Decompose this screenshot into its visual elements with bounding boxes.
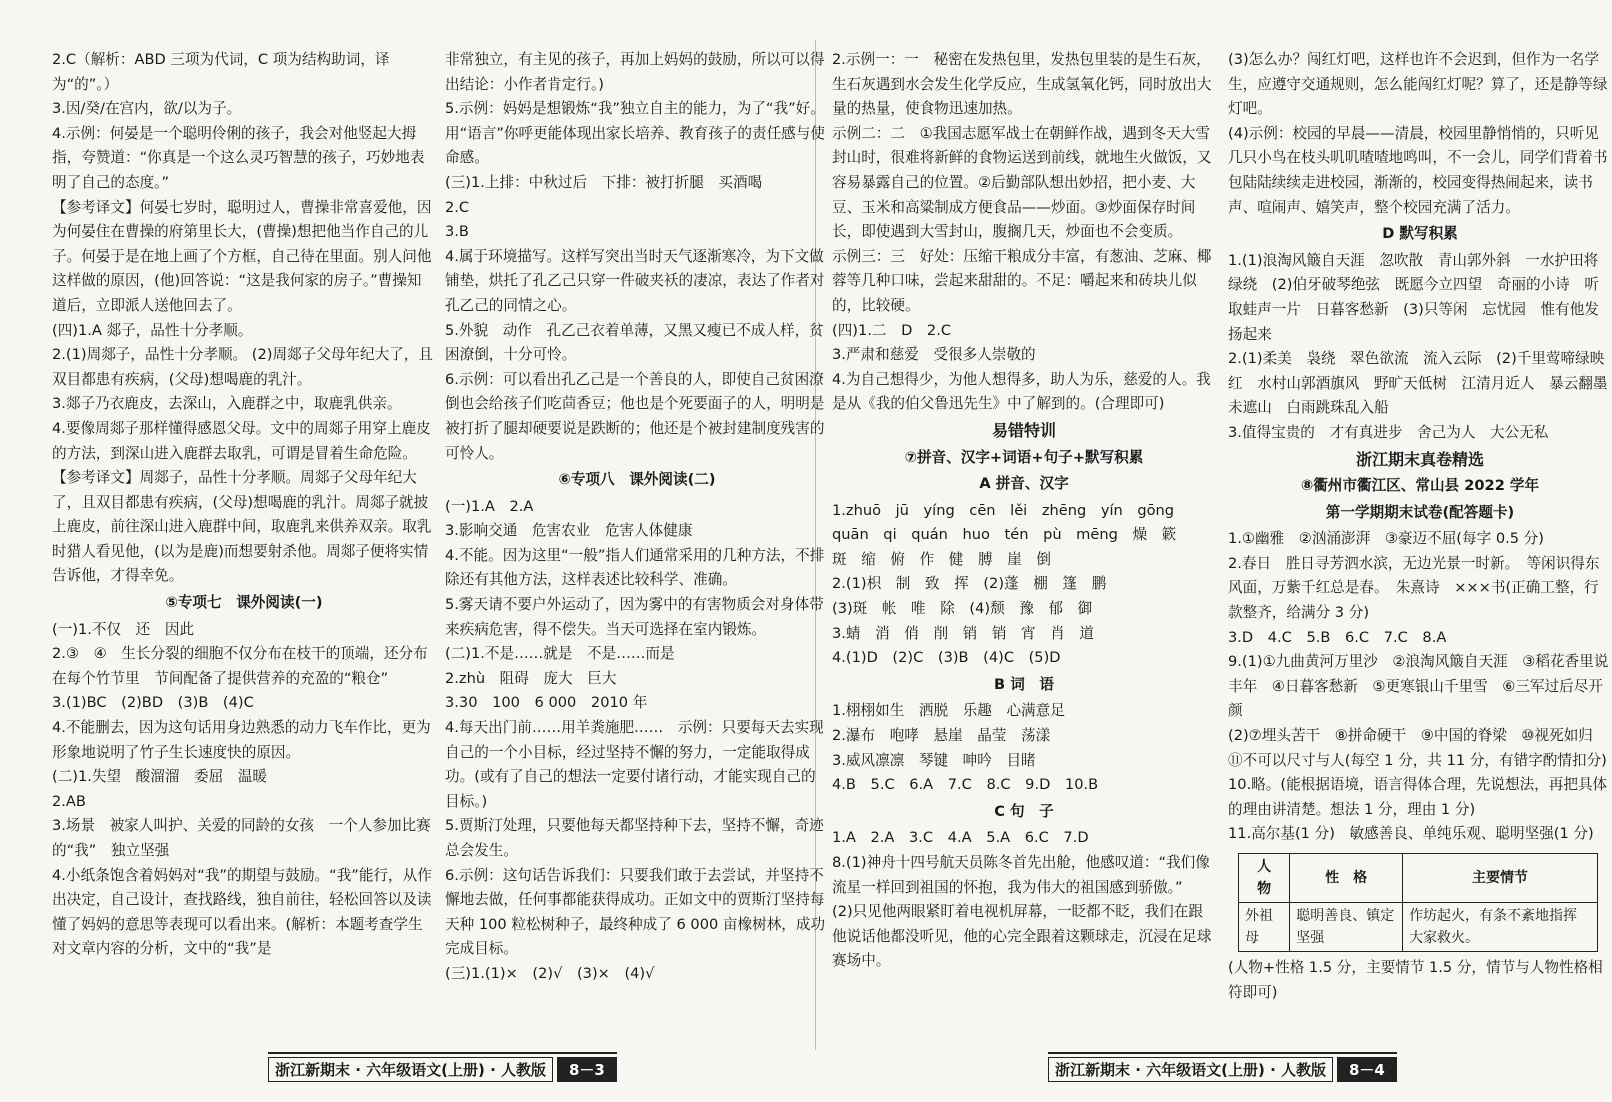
answer-line: 【参考译文】周郯子，品性十分孝顺。周郯子父母年纪大了，且双目都患有疾病，(父母)想喝鹿的乳汁。周郯子就披上鹿皮，前往深山进入鹿群中间，取鹿乳来供养双亲。取乳时猎人看见他，(以为是鹿)而想要射杀他。周郯子便将实情告诉他，才得幸免。: [52, 469, 432, 585]
column-2: [445, 48, 833, 1048]
answer-line: 3.影响交通 危害农业 危害人体健康: [445, 522, 693, 540]
answer-line: 3.30 100 6 000 2010 年: [445, 694, 648, 712]
answer-line: 示例二：二 ①我国志愿军战士在朝鲜作战，遇到冬天大雪封山时，很难将新鲜的食物运送到前线，就地生火做饭，又容易暴露自己的位置。②后勤部队想出妙招，把小麦、大豆、玉米和高粱制成方便食品——炒面。③炒面保存时间长，即使遇到大雪封山，腹搁几天，炒面也不会变质。: [832, 124, 1212, 241]
answer-line: 2.瀑布 咆哮 悬崖 晶莹 荡漾: [832, 727, 1051, 745]
answer-line: (3)斑 帐 唯 除 (4)颓 豫 郁 御: [832, 600, 1093, 618]
answer-line: 6.示例：这句话告诉我们：只要我们敢于去尝试，并坚持不懈地去做，任何事都能获得成功。正如文中的贾斯汀坚持每天种 100 粒松树种子，最终种成了 6 000 亩橡树林，成功完成目标。: [445, 866, 826, 958]
answer-line: 1.zhuō jū yíng cēn lěi zhēng yín gōng: [832, 501, 1175, 519]
table-header: 性 格: [1290, 854, 1403, 903]
column-3: [832, 48, 1216, 1048]
answer-line: 1.A 2.A 3.C 4.A 5.A 6.C 7.D: [832, 829, 1089, 847]
answer-line: 3.场景 被家人叫护、关爱的同龄的女孩 一个人参加比赛的“我” 独立坚强: [52, 817, 431, 859]
table-header: 人 物: [1239, 854, 1290, 903]
answer-line: 1.①幽雅 ②汹涌澎湃 ③豪迈不屈(每字 0.5 分): [1228, 530, 1544, 548]
exam-source: ⑧衢州市衢江区、常山县 2022 学年: [1300, 477, 1540, 495]
answer-line: 8.(1)神舟十四号航天员陈冬首先出舱，他感叹道：“我们像流星一样回到祖国的怀抱，我为伟大的祖国感到骄傲。”: [832, 854, 1210, 896]
section-title: 浙江期末真卷精选: [1355, 449, 1484, 469]
answer-line: 2.AB: [52, 792, 86, 810]
footer-title: 浙江新期末 · 六年级语文(上册) · 人教版: [268, 1057, 553, 1082]
table-cell: 外祖母: [1239, 903, 1290, 952]
answer-line: 5.贾斯汀处理，只要他每天都坚持种下去，坚持不懈，奇迹总会发生。: [445, 817, 824, 859]
answer-line: 2.(1)周郯子，品性十分孝顺。 (2)周郯子父母年纪大了，且双目都患有疾病，(父母)想喝鹿的乳汁。: [52, 346, 433, 388]
answer-line: 1.栩栩如生 洒脱 乐趣 心满意足: [832, 702, 1065, 720]
answer-line: 示例三：三 好处：压缩干粮成分丰富，有葱油、芝麻、椰蓉等几种口味，尝起来甜甜的。不足：嚼起来和砖块儿似的，比较硬。: [832, 247, 1212, 314]
answer-line: 4.示例：何晏是一个聪明伶俐的孩子，我会对他竖起大拇指，夸赞道：“你真是一个这么灵巧智慧的孩子，巧妙地表明了自己的态度。”: [52, 124, 425, 191]
answer-line: (3)怎么办？闯红灯吧，这样也许不会迟到，但作为一名学生，应遵守交通规则，怎么能闯红灯呢？算了，还是静等绿灯吧。: [1228, 51, 1608, 118]
answer-line: 2.(1)枳 制 致 挥 (2)蓬 棚 篷 鹏: [832, 575, 1107, 593]
page-number: 8－4: [1337, 1057, 1397, 1082]
table-row: [1239, 903, 1598, 952]
answer-line: 3.蜻 消 俏 削 销 销 宵 肖 道: [832, 624, 1095, 642]
answer-line: (4)示例：校园的早晨——清晨，校园里静悄悄的，只听见几只小鸟在枝头叽叽喳喳地鸣叫，不一会儿，同学们背着书包陆陆续续走进校园，渐渐的，校园变得热闹起来，读书声、喧闹声、嬉笑声，整个校园充满了活力。: [1228, 124, 1608, 216]
answer-line: 2.(1)柔美 袅绕 翠色欲流 流入云际 (2)千里莺啼绿映红 水村山郭酒旗风 野旷天低树 江清月近人 暴云翻墨未遮山 白雨跳珠乱入船: [1228, 350, 1608, 417]
section-title: 易错特训: [991, 420, 1056, 440]
answer-line: 10.略。(能根据语境，语言得体合理，先说想法，再把具体的理由讲清楚。想法 1 分，理由 1 分): [1228, 776, 1608, 818]
answer-line: 6.示例：可以看出孔乙己是一个善良的人，即使自己贫困潦倒也会给孩子们吃茴香豆；他也是个死要面子的人，明明是被打折了腿却硬要说是跌断的；他还是个被封建制度残害的可怜人。: [445, 370, 825, 462]
section-heading: ⑦拼音、汉字+词语+句子+默写积累: [904, 448, 1144, 466]
answer-line: 4.要像周郯子那样懂得感恩父母。文中的周郯子用穿上鹿皮的方法，到深山进入鹿群去取乳，可谓是冒着生命危险。: [52, 419, 431, 462]
answer-line: (三)1.上排：中秋过后 下排：被打折腿 买酒喝: [445, 173, 763, 191]
answer-line: (三)1.(1)× (2)√ (3)× (4)√: [445, 964, 655, 982]
answer-line: 4.不能删去，因为这句话用身边熟悉的动力飞车作比，更为形象地说明了竹子生长速度快的原因。: [52, 719, 431, 761]
answer-line: 3.因/癸/在宫内，欲/以为子。: [52, 100, 242, 118]
answer-line: (四)1.二 D 2.C: [832, 321, 952, 339]
answer-line: 1.(1)浪淘风簸自天涯 忽吹散 青山郭外斜 一水护田将绿绕 (2)伯牙破琴绝弦 既愿今立四望 奇丽的小诗 听取蛙声一片 日暮客愁新 (3)只等闲 忘忧园 惟有他发扬起来: [1228, 251, 1599, 343]
answer-line: 4.B 5.C 6.A 7.C 8.C 9.D 10.B: [832, 776, 1099, 794]
answer-line: (2)⑦埋头苦干 ⑧拼命硬干 ⑨中国的脊梁 ⑩视死如归 ⑪不可以尺寸与人(每空 1 分，共 11 分，有错字酌情扣分): [1228, 727, 1608, 769]
table-header: 主要情节: [1403, 854, 1598, 903]
exam-name: 第一学期期末试卷(配答题卡): [1325, 503, 1515, 521]
answer-line: 3.严肃和慈爱 受很多人崇敬的: [832, 346, 1036, 364]
answer-line: 4.属于环境描写。这样写突出当时天气逐渐寒冷，为下文做铺垫，烘托了孔乙己只穿一件破夹袄的凄凉，表达了作者对孔乙己的同情之心。: [445, 247, 825, 314]
answer-line: 5.雾天请不要户外运动了，因为雾中的有害物质会对身体带来疾病危害，得不偿失。当天可选择在室内锻炼。: [445, 596, 824, 638]
answer-line: 5.外貌 动作 孔乙己衣着单薄，又黑又瘦已不成人样，贫困潦倒，十分可怜。: [445, 321, 824, 364]
answer-line: 非常独立，有主见的孩子，再加上妈妈的鼓励，所以可以得出结论：小作者肯定行。): [445, 51, 825, 93]
answer-line: (人物+性格 1.5 分，主要情节 1.5 分，情节与人物性格相符即可): [1228, 959, 1603, 1001]
table-cell: 聪明善良、镇定坚强: [1290, 903, 1403, 952]
answer-line: 11.高尔基(1 分) 敏感善良、单纯乐观、聪明坚强(1 分): [1228, 825, 1594, 843]
answer-line: 3.(1)BC (2)BD (3)B (4)C: [52, 694, 254, 712]
footer-right: [1048, 1052, 1397, 1082]
answer-line: (2)只见他两眼紧盯着电视机屏幕，一眨都不眨，我们在跟他说话他都没听见，他的心完全跟着这颗球走，沉浸在足球赛场中。: [832, 903, 1212, 970]
page-number: 8－3: [557, 1057, 617, 1082]
answer-line: 5.示例：妈妈是想锻炼“我”独立自主的能力，为了“我”好。 用“语言”你呼更能体现出家长培养、教育孩子的责任感与使命感。: [445, 100, 833, 167]
answer-line: 3.B: [445, 223, 469, 241]
section-heading: ⑥专项八 课外阅读(二): [558, 471, 716, 489]
answer-line: 4.小纸条饱含着妈妈对“我”的期望与鼓励。“我”能行，从作出决定，自己设计，查找路线，独自前往，轻松回答以及读懂了妈妈的意思等表现可以看出来。(解析：本题考查学生对文章内容的分析，文中的“我”是: [52, 866, 432, 958]
answer-line: 4.每天出门前……用羊粪施肥…… 示例：只要每天去实现自己的一个小目标，经过坚持不懈的努力，一定能取得成功。(或有了自己的想法一定要付诸行动，才能实现自己的目标。): [445, 719, 824, 810]
answer-line: (四)1.A 郯子，品性十分孝顺。: [52, 321, 253, 339]
answer-line: 3.D 4.C 5.B 6.C 7.C 8.A: [1228, 628, 1447, 646]
table-cell: 作坊起火，有条不紊地指挥大家救火。: [1403, 903, 1598, 952]
answer-line: 斑 缩 俯 作 健 膊 崖 倒: [832, 550, 1051, 568]
answer-line: (二)1.不是……就是 不是……而是: [445, 645, 675, 663]
section-heading: ⑤专项七 课外阅读(一): [165, 594, 323, 612]
answer-line: 2.C（解析：ABD 三项为代词，C 项为结构助词，译为“的”。）: [52, 51, 390, 93]
answer-line: 9.(1)①九曲黄河万里沙 ②浪淘风簸自天涯 ③稻花香里说丰年 ④日暮客愁新 ⑤更寒银山千里雪 ⑥三军过后尽开颜: [1228, 653, 1609, 720]
answer-line: 【参考译文】何晏七岁时，聪明过人，曹操非常喜爱他，因为何晏住在曹操的府第里长大，(曹操)想把他当作自己的儿子。何晏于是在地上画了个方框，自己待在里面。别人问他这样做的原因，(他)回答说：“这是我何家的房子。”曹操知道后，立即派人送他回去了。: [52, 198, 432, 314]
answer-line: 3.值得宝贵的 才有真进步 舍己为人 大公无私: [1228, 423, 1549, 441]
subsection-heading: C 句 子: [994, 802, 1054, 820]
footer-left: [268, 1052, 617, 1082]
answer-line: (一)1.不仅 还 因此: [52, 620, 195, 638]
answer-line: 2.春日 胜日寻芳泗水滨，无边光景一时新。 等闲识得东风面，万紫千红总是春。 朱熹诗 ×××书(正确工整，行款整齐，给满分 3 分): [1228, 554, 1600, 622]
answer-line: 3.郯子乃衣鹿皮，去深山，入鹿群之中，取鹿乳供亲。: [52, 395, 402, 413]
subsection-heading: B 词 语: [994, 675, 1054, 693]
answer-line: 4.为自己想得少，为他人想得多，助人为乐，慈爱的人。我是从《我的伯父鲁迅先生》中了解到的。(合理即可): [832, 370, 1211, 413]
answer-line: quān qi quán huo tén pù mēng 燥 簌: [832, 526, 1177, 544]
answer-line: (二)1.失望 酸溜溜 委屈 温暖: [52, 768, 268, 786]
answer-line: 2.C: [445, 198, 470, 216]
answer-line: (一)1.A 2.A: [445, 497, 534, 515]
answer-line: 3.威风凛凛 琴键 呻吟 目睹: [832, 751, 1036, 769]
answer-line: 2.zhù 阻碍 庞大 巨大: [445, 669, 617, 687]
subsection-heading: A 拼音、汉字: [979, 475, 1069, 493]
answer-line: 4.不能。因为这里“一般”指人们通常采用的几种方法，不排除还有其他方法，这样表述比较科学、准确。: [445, 546, 825, 589]
subsection-heading: D 默写积累: [1382, 225, 1458, 243]
column-1: [52, 48, 436, 1048]
character-table: [1238, 853, 1598, 952]
column-4: [1228, 48, 1612, 1048]
footer-title: 浙江新期末 · 六年级语文(上册) · 人教版: [1048, 1057, 1333, 1082]
answer-line: 2.示例一：一 秘密在发热包里，发热包里装的是生石灰，生石灰遇到水会发生化学反应，生成氢氧化钙，同时放出大量的热量，使食物迅速加热。: [832, 51, 1212, 118]
answer-line: 4.(1)D (2)C (3)B (4)C (5)D: [832, 649, 1061, 667]
answer-line: 2.③ ④ 生长分裂的细胞不仅分布在枝干的顶端，还分布在每个竹节里 节间配备了提供营养的充盈的“粮仓”: [52, 645, 428, 687]
